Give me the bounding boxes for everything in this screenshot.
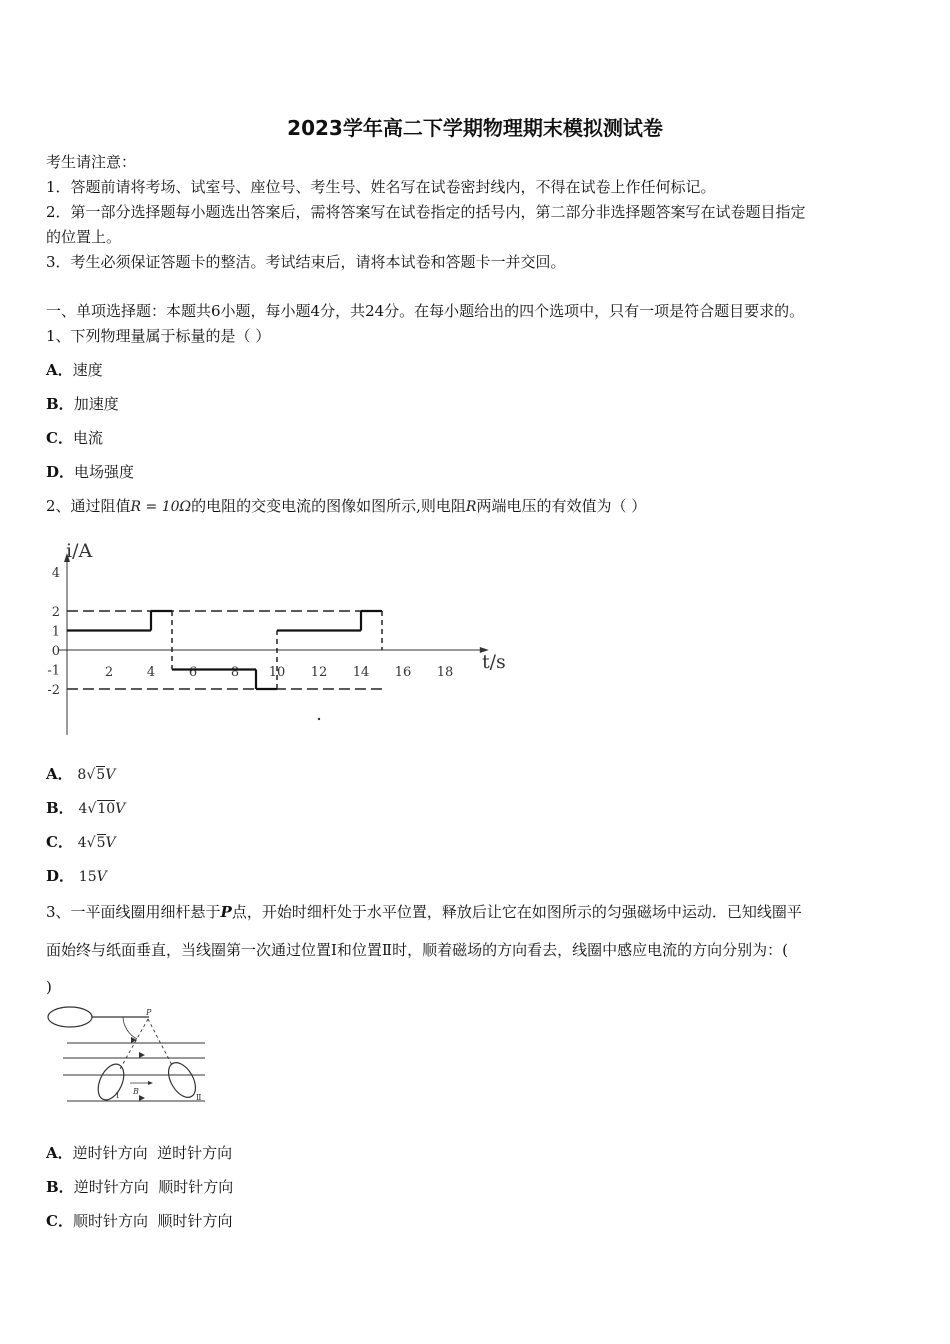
x-tick-label: 12 (310, 665, 328, 680)
label-p: P (146, 1008, 152, 1017)
x-tick-label: 6 (188, 665, 198, 680)
question-2-stem (46, 496, 646, 517)
coil-horizontal (48, 1007, 92, 1027)
section-header: 一、单项选择题：本题共6小题，每小题4分，共24分。在每小题给出的四个选项中，只有一项是符合题目要求的。 (46, 302, 805, 320)
radicand: 5 (96, 835, 106, 851)
option-text: 加速度 (73, 395, 119, 413)
option-text: 逆时针方向 顺时针方向 (73, 1178, 234, 1196)
option-letter: D． (46, 463, 75, 481)
label-position-2: Ⅱ (196, 1093, 202, 1102)
notice-item: 2．第一部分选择题每小题选出答案后，需将答案写在试卷指定的括号内，第二部分非选择题答案写在试卷题目指定 (46, 203, 806, 221)
arrow-icon (139, 1095, 145, 1101)
q2-option-d[interactable] (46, 866, 107, 887)
x-tick-label: 4 (146, 665, 156, 680)
question-3-stem-line (46, 902, 802, 922)
x-tick-label: 14 (352, 665, 370, 680)
notice-item: 3．考生必须保证答题卡的整洁。考试结束后，请将本试卷和答题卡一并交回。 (46, 253, 566, 271)
y-tick-label: 4 (51, 566, 60, 581)
option-letter: C． (46, 1212, 73, 1230)
question-3-stem-line: ) (46, 978, 52, 996)
q1-option-b[interactable] (46, 394, 119, 414)
notice-item: 1．答题前请将考场、试室号、座位号、考生号、姓名写在试卷密封线内，不得在试卷上作任何标记。 (46, 178, 716, 196)
x-tick-label: 2 (104, 665, 114, 680)
option-letter: D． (46, 867, 75, 885)
radicand: 10 (97, 801, 116, 817)
current-time-chart (40, 535, 520, 740)
x-tick-label: 8 (230, 665, 240, 680)
math-r: R (465, 499, 477, 515)
q2-option-a[interactable]: A． 8√5V (46, 765, 116, 783)
option-text: 电流 (72, 429, 103, 447)
notice-heading: 考生请注意： (46, 153, 137, 171)
coil-magnetic-field-figure (45, 1003, 225, 1108)
q2-option-c[interactable]: C． 4√5V (46, 833, 116, 851)
q2-option-b[interactable]: B． 4√10V (46, 799, 126, 817)
math-resistance: R = 10Ω (130, 499, 192, 515)
stem-text: 两端电压的有效值为（ ） (476, 497, 647, 515)
point-p: P (220, 903, 232, 921)
notice-item: 的位置上。 (46, 228, 122, 246)
stem-text: 的电阻的交变电流的图像如图所示,则电阻 (191, 497, 466, 515)
page-title: 2023学年高二下学期物理期末模拟测试卷 (287, 116, 663, 140)
coef: 4 (78, 801, 88, 817)
x-tick-label: 10 (268, 665, 286, 680)
option-letter: C． (46, 833, 73, 851)
option-text: 速度 (72, 361, 103, 379)
stem-text: 点，开始时细杆处于水平位置，释放后让它在如图所示的匀强磁场中运动．已知线圈平 (231, 903, 802, 921)
question-1-stem: 1、下列物理量属于标量的是（ ） (46, 327, 271, 345)
chart-ticks (47, 566, 453, 698)
y-tick-label: 1 (51, 624, 60, 640)
radicand: 5 (96, 767, 106, 783)
option-text: 顺时针方向 顺时针方向 (72, 1212, 233, 1230)
option-letter: A． (46, 765, 73, 783)
unit: V (105, 835, 116, 851)
option-letter: B． (46, 395, 74, 413)
coef: 4 (77, 835, 87, 851)
option-text: 逆时针方向 逆时针方向 (72, 1144, 233, 1162)
q3-option-a[interactable] (46, 1143, 232, 1163)
y-tick-label: -2 (47, 683, 60, 698)
q3-option-b[interactable] (46, 1177, 233, 1197)
option-letter: A． (46, 361, 73, 379)
chart-axes (58, 553, 489, 735)
arrow-icon (148, 1081, 153, 1085)
label-position-1: Ⅰ (116, 1091, 120, 1100)
coef: 15 (78, 869, 97, 885)
unit: V (115, 801, 126, 817)
stem-text: 2、通过阻值 (46, 497, 131, 515)
stray-dot (318, 718, 320, 720)
q1-option-c[interactable] (46, 428, 103, 448)
unit: V (96, 869, 107, 885)
coil-position-1 (93, 1060, 129, 1104)
x-tick-label: 18 (436, 665, 454, 680)
q1-option-a[interactable] (46, 360, 103, 380)
y-tick-label: 2 (51, 605, 60, 620)
stem-text: 3、一平面线圈用细杆悬于 (46, 903, 221, 921)
question-3-stem-line: 面始终与纸面垂直，当线圈第一次通过位置Ⅰ和位置Ⅱ时，顺着磁场的方向看去，线圈中感应电流的方向分别为：( (46, 941, 788, 959)
q3-option-c[interactable] (46, 1211, 233, 1231)
y-axis-label: i/A (66, 540, 93, 562)
rod-position-1 (120, 1019, 148, 1069)
x-axis-label: t/s (482, 651, 506, 673)
swing-arc (123, 1017, 137, 1039)
x-tick-label: 16 (394, 665, 412, 680)
arrow-icon (139, 1052, 145, 1058)
coef: 8 (77, 767, 87, 783)
y-tick-label: 0 (51, 644, 60, 659)
option-letter: C． (46, 429, 73, 447)
y-tick-label: -1 (47, 663, 60, 679)
option-text: 电场强度 (74, 463, 135, 481)
option-letter: B． (46, 799, 74, 817)
unit: V (105, 767, 116, 783)
option-letter: B． (46, 1178, 74, 1196)
label-b: B (133, 1087, 139, 1096)
q1-option-d[interactable] (46, 462, 134, 482)
option-letter: A． (46, 1144, 73, 1162)
